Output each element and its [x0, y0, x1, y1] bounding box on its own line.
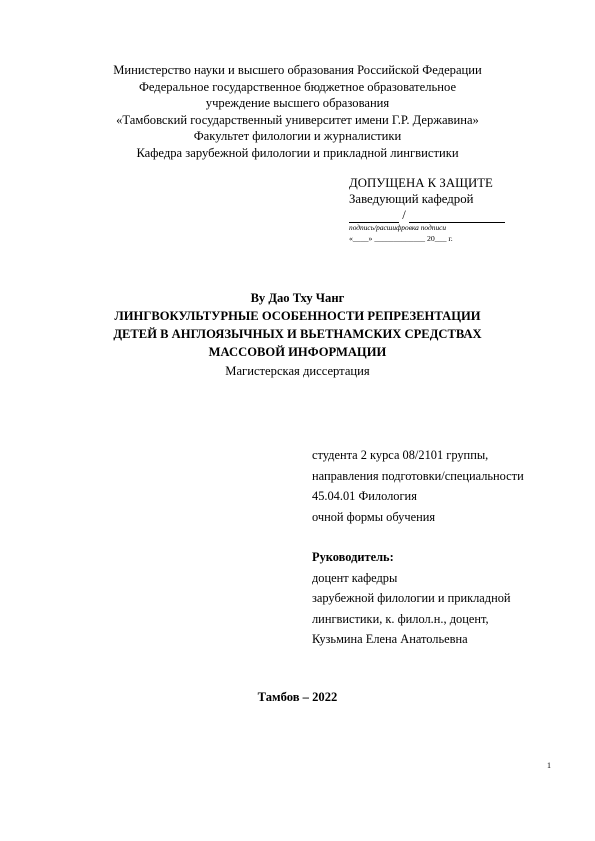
supervisor-position: доцент кафедры	[312, 570, 398, 585]
supervisor-info	[312, 547, 582, 650]
student-study-form: очной формы обучения	[312, 509, 436, 524]
approval-date-line: «____» _____________ 20___ г.	[349, 234, 453, 243]
admitted-label: ДОПУЩЕНА К ЗАЩИТЕ	[349, 176, 493, 190]
signature-separator: /	[402, 208, 406, 222]
head-of-department-label: Заведующий кафедрой	[349, 192, 474, 206]
signature-caption: подпись/расшифровка подписи	[349, 223, 447, 232]
student-course-group: студента 2 курса 08/2101 группы,	[312, 448, 489, 462]
thesis-type: Магистерская диссертация	[225, 364, 370, 378]
institution-type-line-2: учреждение высшего образования	[205, 96, 390, 110]
faculty-name: Факультет филологии и журналистики	[193, 129, 402, 143]
institution-type-line: Федеральное государственное бюджетное образовательное	[138, 80, 457, 94]
thesis-title-line-2: ДЕТЕЙ В АНГЛОЯЗЫЧНЫХ И ВЬЕТНАМСКИХ СРЕДСТВАХ	[113, 327, 482, 341]
signature-decoding-blank	[409, 212, 505, 223]
signature-line	[349, 207, 569, 223]
city-year: Тамбов – 2022	[257, 690, 338, 704]
author-name: Ву Дао Тху Чанг	[250, 291, 345, 305]
supervisor-name: Кузьмина Елена Анатольевна	[312, 632, 468, 647]
student-info	[312, 445, 582, 527]
supervisor-label: Руководитель:	[312, 550, 394, 564]
university-name: «Тамбовский государственный университет имени Г.Р. Державина»	[116, 113, 479, 127]
supervisor-department: зарубежной филологии и прикладной	[312, 591, 511, 606]
page-number: 1	[547, 761, 551, 770]
department-name: Кафедра зарубежной филологии и прикладной лингвистики	[136, 146, 459, 160]
thesis-title-line-1: ЛИНГВОКУЛЬТУРНЫЕ ОСОБЕННОСТИ РЕПРЕЗЕНТАЦИИ	[114, 309, 481, 323]
student-direction: направления подготовки/специальности	[312, 468, 524, 483]
ministry-line: Министерство науки и высшего образования Российской Федерации	[113, 63, 482, 77]
thesis-title-line-3: МАССОВОЙ ИНФОРМАЦИИ	[208, 345, 387, 359]
approval-block	[349, 175, 569, 244]
student-specialty: 45.04.01 Филология	[312, 489, 417, 504]
supervisor-degree: лингвистики, к. филол.н., доцент,	[312, 611, 489, 626]
signature-blank	[349, 212, 399, 223]
